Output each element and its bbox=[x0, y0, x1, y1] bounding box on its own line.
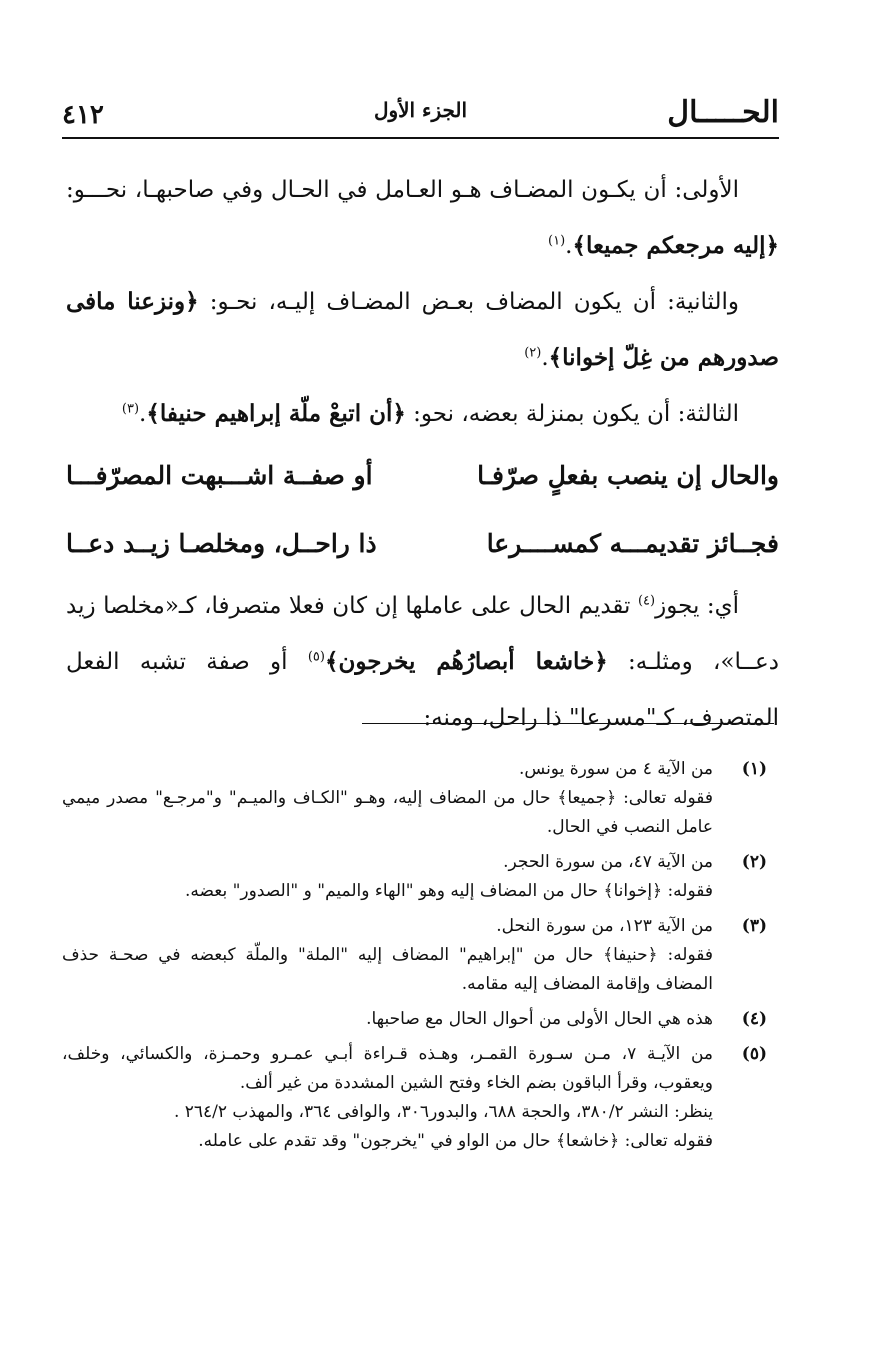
verse-hemistich-left: ذا راحــل، ومخلصـا زيــد دعــا bbox=[66, 529, 377, 558]
footnote-number: (٣) bbox=[741, 916, 767, 936]
quran-quote: ﴿ونزعنا مافى صدورهم من غِلّ إخوانا﴾ bbox=[66, 288, 779, 371]
quran-quote: ﴿إليه مرجعكم جميعا﴾ bbox=[572, 232, 779, 259]
footnote-line: من الآيـة ٧، مـن سـورة القمـر، وهـذه قـراءة أبـي عمـرو وحمـزة، والكسائي، وخلف، ويعقوب، وقرأ الباقون بضم الخاء وفتح الشين المشددة من غير ألف. bbox=[62, 1044, 713, 1093]
verse-hemistich-right: فجــائز تقديمـــه كمســــرعا bbox=[486, 529, 779, 558]
footnote-number: (١) bbox=[741, 759, 767, 779]
part-title: الجزء الأول bbox=[373, 98, 468, 122]
footnote-number: (٢) bbox=[741, 852, 767, 872]
footnote-line: ينظر: النشر ٣٨٠/٢، والحجة ٦٨٨، والبدور٣٠٦، والوافى ٣٦٤، والمهذب ٢٦٤/٢ . bbox=[173, 1102, 713, 1122]
footnote-number: (٥) bbox=[741, 1044, 767, 1064]
footnote-ref: (١) bbox=[548, 233, 566, 249]
main-text bbox=[66, 162, 779, 746]
footnote-5 bbox=[62, 1040, 779, 1156]
footnote-1 bbox=[62, 755, 779, 842]
footnote-ref: (٢) bbox=[524, 345, 542, 361]
footnotes bbox=[62, 755, 779, 1162]
paragraph-explanation bbox=[66, 578, 779, 746]
paragraph-first-case: الأولى: أن يكـون المضـاف هـو العـامل في الحـال وفي صاحبهـا، نحـــو: ﴿إليه مرجعكم جميعا﴾.$^{(١)}$ bbox=[66, 177, 779, 259]
footnote-line: فقوله: ﴿إخوانا﴾ حال من المضاف إليه وهو "الهاء والميم" و "الصدور" بعضه. bbox=[185, 881, 713, 901]
footnote-line: من الآية ١٢٣، من سورة النحل. bbox=[496, 916, 713, 936]
verse-hemistich-right: والحال إن ينصب بفعلٍ صرّفـا bbox=[477, 461, 779, 490]
page-number: ٤١٢ bbox=[62, 100, 104, 130]
footnote-ref: (٤) bbox=[637, 593, 656, 609]
paragraph-text: الأولى: أن يكـون المضـاف هـو العـامل في الحـال وفي صاحبهـا، نحـــو: bbox=[66, 177, 739, 203]
footnote-separator bbox=[362, 723, 774, 724]
footnote-line: من الآية ٤ من سورة يونس. bbox=[519, 759, 713, 779]
quran-quote: ﴿أن اتبعْ ملّة إبراهيم حنيفا﴾ bbox=[146, 400, 406, 427]
footnote-3 bbox=[62, 912, 779, 999]
paragraph-second-case: والثانية: أن يكون المضاف بعـض المضـاف إليـه، نحـو: ﴿ونزعنا مافى صدورهم من غِلّ إخوانا﴾.$^{(٢)}$ bbox=[66, 288, 779, 371]
verse-hemistich-left: أو صفــة اشـــبهت المصرّفـــا bbox=[66, 461, 373, 490]
header-rule bbox=[62, 137, 779, 139]
footnote-line: من الآية ٤٧، من سورة الحجر. bbox=[503, 852, 713, 872]
footnote-line: فقوله تعالى: ﴿خاشعا﴾ حال من الواو في "يخرجون" وقد تقدم على عامله. bbox=[198, 1131, 713, 1151]
running-header bbox=[62, 80, 779, 130]
footnote-number: (٤) bbox=[741, 1009, 767, 1029]
verse-line-2 bbox=[66, 510, 779, 578]
footnote-line: هذه هي الحال الأولى من أحوال الحال مع صاحبها. bbox=[366, 1009, 713, 1029]
chapter-title: الحـــــال bbox=[667, 95, 779, 130]
footnote-ref: (٣) bbox=[121, 401, 140, 417]
verse-line-1 bbox=[66, 442, 779, 510]
footnote-line: فقوله: ﴿حنيفا﴾ حال من "إبراهيم" المضاف إليه "الملة" والملّة كبعضه في صحـة حذف المضاف وإقامة المضاف إليه مقامه. bbox=[62, 945, 713, 994]
paragraph-text: أو صفة تشبه الفعل المتصرف، كـ"مسرعا" ذا راحل، ومنه: bbox=[66, 649, 779, 731]
paragraph-text: الثالثة: أن يكون بمنزلة بعضه، نحو: bbox=[405, 401, 739, 427]
quran-quote: ﴿خاشعا أبصارُهُم يخرجون﴾ bbox=[324, 648, 608, 675]
paragraph-text: تقديم الحال على عاملها إن كان فعلا متصرفا، كـ«مخلصا زيد دعــا»، ومثلـه: bbox=[66, 593, 779, 675]
footnote-2 bbox=[62, 848, 779, 906]
footnote-ref: (٥) bbox=[307, 649, 325, 665]
footnote-4 bbox=[62, 1005, 779, 1034]
paragraph-text: أي: يجوز bbox=[655, 593, 739, 619]
paragraph-third-case: الثالثة: أن يكون بمنزلة بعضه، نحو: ﴿أن اتبعْ ملّة إبراهيم حنيفا﴾.$^{(٣)}$ bbox=[121, 400, 739, 427]
footnote-line: فقوله تعالى: ﴿جميعا﴾ حال من المضاف إليه، وهـو "الكـاف والميـم" و"مرجـع" مصدر ميمي عامل النصب في الحال. bbox=[62, 788, 713, 837]
paragraph-text: والثانية: أن يكون المضاف بعـض المضـاف إليـه، نحـو: bbox=[198, 289, 739, 315]
